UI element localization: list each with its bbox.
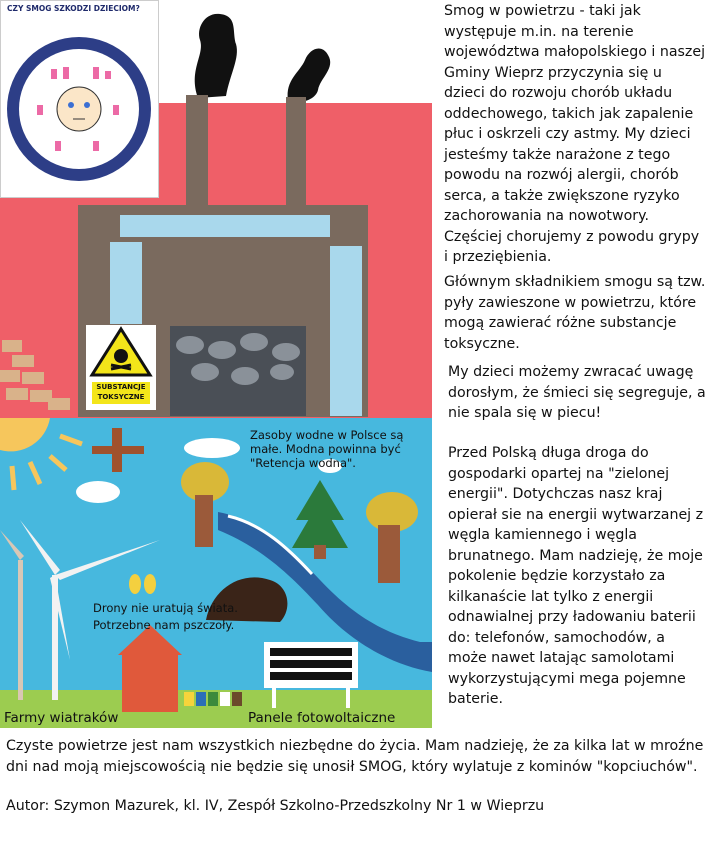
solar-panel-leg-right — [346, 688, 350, 708]
tree-yellow-left-trunk — [195, 495, 213, 547]
cloud-3 — [76, 481, 120, 503]
solar-panel-leg-left — [272, 688, 276, 708]
tree-yellow-right-trunk — [378, 525, 400, 583]
pine-tree-trunk — [314, 545, 326, 559]
child-face-icon — [57, 87, 101, 131]
child-eye-right — [84, 102, 90, 108]
paragraph-smog-dust: Głównym składnikiem smogu są tzw. pyły zawieszone w powietrzu, które mogą zawierać różne substancje toksyczne. — [444, 274, 706, 352]
paragraph-children-role: My dzieci możemy zwracać uwagę dorosłym, że śmieci się segreguje, a nie spala się w piecu! — [448, 364, 706, 421]
solar-panel-label: Panele fotowoltaiczne — [248, 710, 396, 726]
warning-label: SUBSTANCJE TOKSYCZNE — [92, 382, 150, 404]
bees-caption: Potrzebne nam pszczoły. — [93, 618, 235, 632]
recycling-bins — [184, 692, 242, 706]
closing-paragraph: Czyste powietrze jest nam wszystkich niezbędne do życia. Mam nadzieję, że za kilka lat w mroźne dni nad moją miejscowością nie będzie się unosił SMOG, który wylatuje z kominów "kopciuchów". — [6, 738, 704, 775]
infographic-chart — [1, 1, 158, 197]
chimney-right — [286, 97, 306, 215]
author-line: Autor: Szymon Mazurek, kl. IV, Zespół Szkolno-Przedszkolny Nr 1 w Wieprzu — [6, 798, 545, 814]
water-caption: Zasoby wodne w Polsce są małe. Modna powinna być "Retencja wodna". — [250, 428, 404, 470]
solar-panel-cells — [270, 648, 352, 680]
paragraph-green-energy: Przed Polską długa droga do gospodarki opartej na "zielonej energii". Dotychczas nasz kraj opierał sie na energii wytwarzanej z węgla kamiennego i węgla brunatnego. Mam nadzieję, że moje pokolenie będzie korzystało za kilkanaście lat tylko z energii odnawialnej przy ładowaniu baterii do: telefonów, samochodów, a może nawet latając samolotami wykorzystującymi mega pojemne baterie. — [448, 445, 704, 707]
hazard-triangle-icon — [86, 325, 156, 380]
factory-window-left — [110, 242, 142, 324]
chimney-left — [186, 95, 208, 215]
drones-caption: Drony nie uratują świata. — [93, 601, 238, 615]
bee-1 — [129, 574, 141, 594]
toxic-warning-sign — [86, 325, 156, 410]
house-wall — [122, 652, 178, 712]
child-eye-left — [68, 102, 74, 108]
smog-infographic — [0, 0, 159, 198]
smoke-plume-right — [288, 49, 331, 102]
cloud-1 — [184, 438, 240, 458]
bee-2 — [144, 574, 156, 594]
infographic-title: CZY SMOG SZKODZI DZIECIOM? — [7, 4, 140, 13]
paragraph-smog-health: Smog w powietrzu - taki jak występuje m.in. na terenie województwa małopolskiego i naszej Gminy Wieprz przyczynia się u dzieci do rozwoju chorób układu oddechowego, takich jak zapalenie płuc i oskrzeli czy astmy. My dzieci jesteśmy także narażone z tego powodu na rozwój alergii, chorób serca, a także zwiększone ryzyko zachorowania na nowotwory. Częściej chorujemy z powodu grypy i przeziębienia. — [444, 3, 706, 265]
smoke-plume-left — [195, 14, 237, 98]
factory-window-right — [330, 246, 362, 416]
wind-farm-label: Farmy wiatraków — [4, 710, 119, 726]
factory-window-top — [120, 215, 330, 237]
